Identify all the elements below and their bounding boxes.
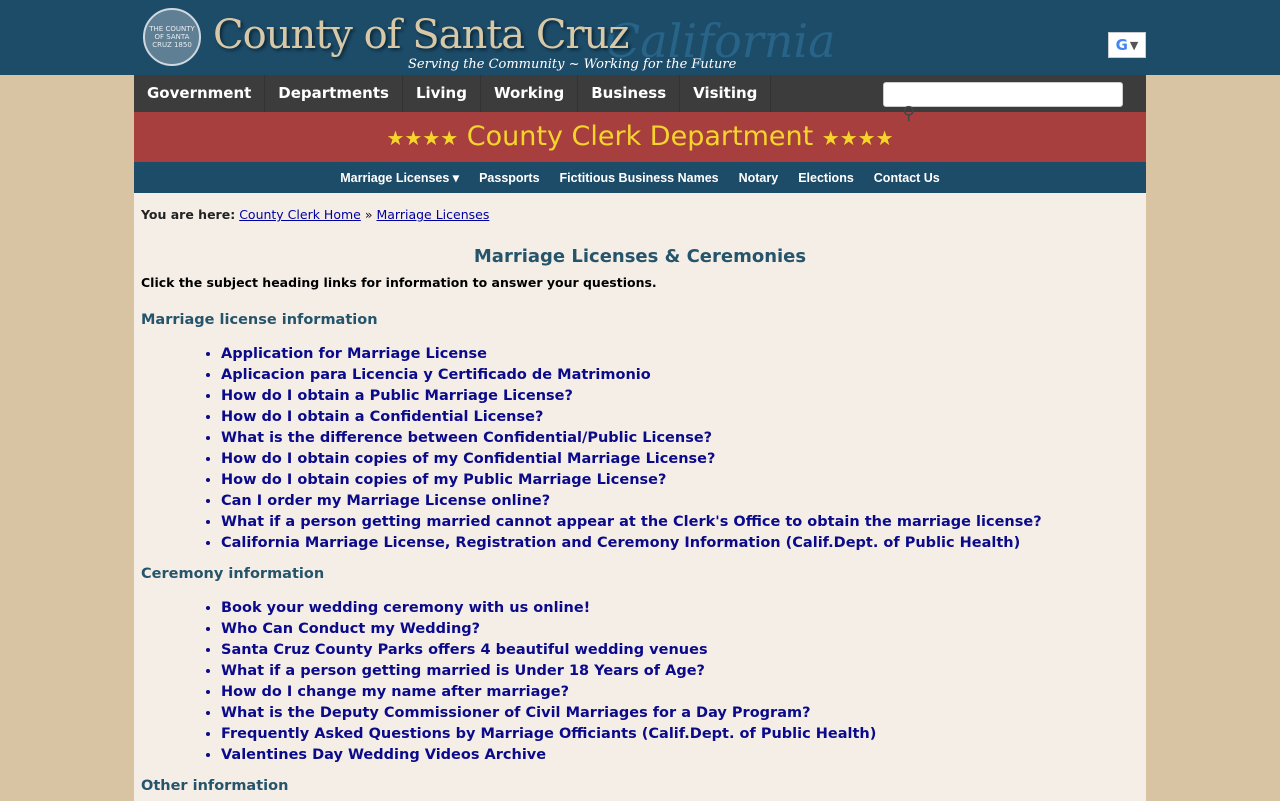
google-icon: G: [1115, 36, 1128, 54]
main-nav: [134, 75, 1146, 112]
list-item: [221, 724, 1139, 745]
page-title: Marriage Licenses & Ceremonies: [473, 246, 807, 267]
info-link[interactable]: How do I obtain copies of my Confidential Marriage License?: [221, 451, 716, 467]
info-link[interactable]: How do I change my name after marriage?: [221, 684, 569, 700]
main-content: [134, 193, 1146, 801]
nav-business[interactable]: Business: [578, 75, 680, 112]
california-watermark: California: [605, 14, 836, 68]
stars-right-icon: ★★★★: [821, 126, 894, 150]
search-input[interactable]: [883, 82, 1123, 107]
nav-visiting[interactable]: Visiting: [680, 75, 771, 112]
info-link[interactable]: California Marriage License, Registration and Ceremony Information (Calif.Dept. of Public Health): [221, 535, 1021, 551]
list-item: [221, 619, 1139, 640]
breadcrumb: You are here: County Clerk Home » Marriage Licenses: [141, 207, 490, 222]
google-translate-button[interactable]: [1108, 32, 1146, 58]
list-item: [221, 640, 1139, 661]
list-item: [221, 428, 1139, 449]
info-link[interactable]: Frequently Asked Questions by Marriage Officiants (Calif.Dept. of Public Health): [221, 726, 877, 742]
link-list: [221, 598, 1139, 766]
info-link[interactable]: What if a person getting married is Under 18 Years of Age?: [221, 663, 705, 679]
nav-government[interactable]: Government: [134, 75, 265, 112]
info-link[interactable]: How do I obtain a Confidential License?: [221, 409, 544, 425]
subnav-elections[interactable]: Elections: [798, 170, 854, 185]
list-item: [221, 344, 1139, 365]
department-subnav: [134, 162, 1146, 193]
info-link[interactable]: Aplicacion para Licencia y Certificado de Matrimonio: [221, 367, 651, 383]
list-item: [221, 470, 1139, 491]
department-banner: [134, 103, 1146, 162]
info-link[interactable]: Who Can Conduct my Wedding?: [221, 621, 481, 637]
dropdown-arrow-icon: ▼: [1129, 38, 1139, 52]
info-link[interactable]: How do I obtain copies of my Public Marriage License?: [221, 472, 667, 488]
section-heading: Marriage license information: [141, 312, 378, 328]
info-link[interactable]: How do I obtain a Public Marriage License?: [221, 388, 573, 404]
info-link[interactable]: Valentines Day Wedding Videos Archive: [221, 747, 547, 763]
nav-departments[interactable]: Departments: [265, 75, 403, 112]
list-item: [221, 598, 1139, 619]
site-title[interactable]: County of Santa Cruz: [213, 12, 629, 58]
list-item: [221, 512, 1139, 533]
nav-working[interactable]: Working: [481, 75, 578, 112]
banner-title: County Clerk Department: [466, 121, 814, 152]
info-link[interactable]: What if a person getting married cannot appear at the Clerk's Office to obtain the marriage license?: [221, 514, 1042, 530]
subnav-marriage-licenses[interactable]: Marriage Licenses ▾: [340, 171, 460, 185]
search-icon[interactable]: ⚲: [902, 103, 916, 124]
county-seal-logo[interactable]: THE COUNTY OF SANTA CRUZ 1850: [143, 8, 201, 66]
subnav-passports[interactable]: Passports: [479, 170, 540, 185]
site-header: [0, 0, 1280, 75]
info-link[interactable]: Application for Marriage License: [221, 346, 487, 362]
list-item: [221, 703, 1139, 724]
subnav-contact-us[interactable]: Contact Us: [873, 170, 940, 185]
breadcrumb-home-link[interactable]: County Clerk Home: [239, 207, 361, 222]
list-item: [221, 745, 1139, 766]
site-tagline: Serving the Community ~ Working for the Future: [408, 57, 737, 72]
nav-living[interactable]: Living: [403, 75, 481, 112]
breadcrumb-current-link[interactable]: Marriage Licenses: [376, 207, 490, 222]
link-list: [221, 344, 1139, 554]
list-item: [221, 449, 1139, 470]
subnav-notary[interactable]: Notary: [738, 170, 779, 185]
list-item: [221, 661, 1139, 682]
page-intro: Click the subject heading links for information to answer your questions.: [141, 275, 657, 290]
section-heading: Ceremony information: [141, 566, 325, 582]
section-heading: Other information: [141, 778, 289, 794]
list-item: [221, 682, 1139, 703]
stars-left-icon: ★★★★: [386, 126, 459, 150]
info-link[interactable]: What is the Deputy Commissioner of Civil Marriages for a Day Program?: [221, 705, 811, 721]
list-item: [221, 407, 1139, 428]
list-item: [221, 386, 1139, 407]
list-item: [221, 533, 1139, 554]
info-link[interactable]: Book your wedding ceremony with us online!: [221, 600, 591, 616]
list-item: [221, 491, 1139, 512]
list-item: [221, 365, 1139, 386]
info-link[interactable]: Santa Cruz County Parks offers 4 beautiful wedding venues: [221, 642, 708, 658]
subnav-fictitious-business-names[interactable]: Fictitious Business Names: [559, 170, 719, 185]
info-link[interactable]: Can I order my Marriage License online?: [221, 493, 551, 509]
info-link[interactable]: What is the difference between Confidential/Public License?: [221, 430, 713, 446]
